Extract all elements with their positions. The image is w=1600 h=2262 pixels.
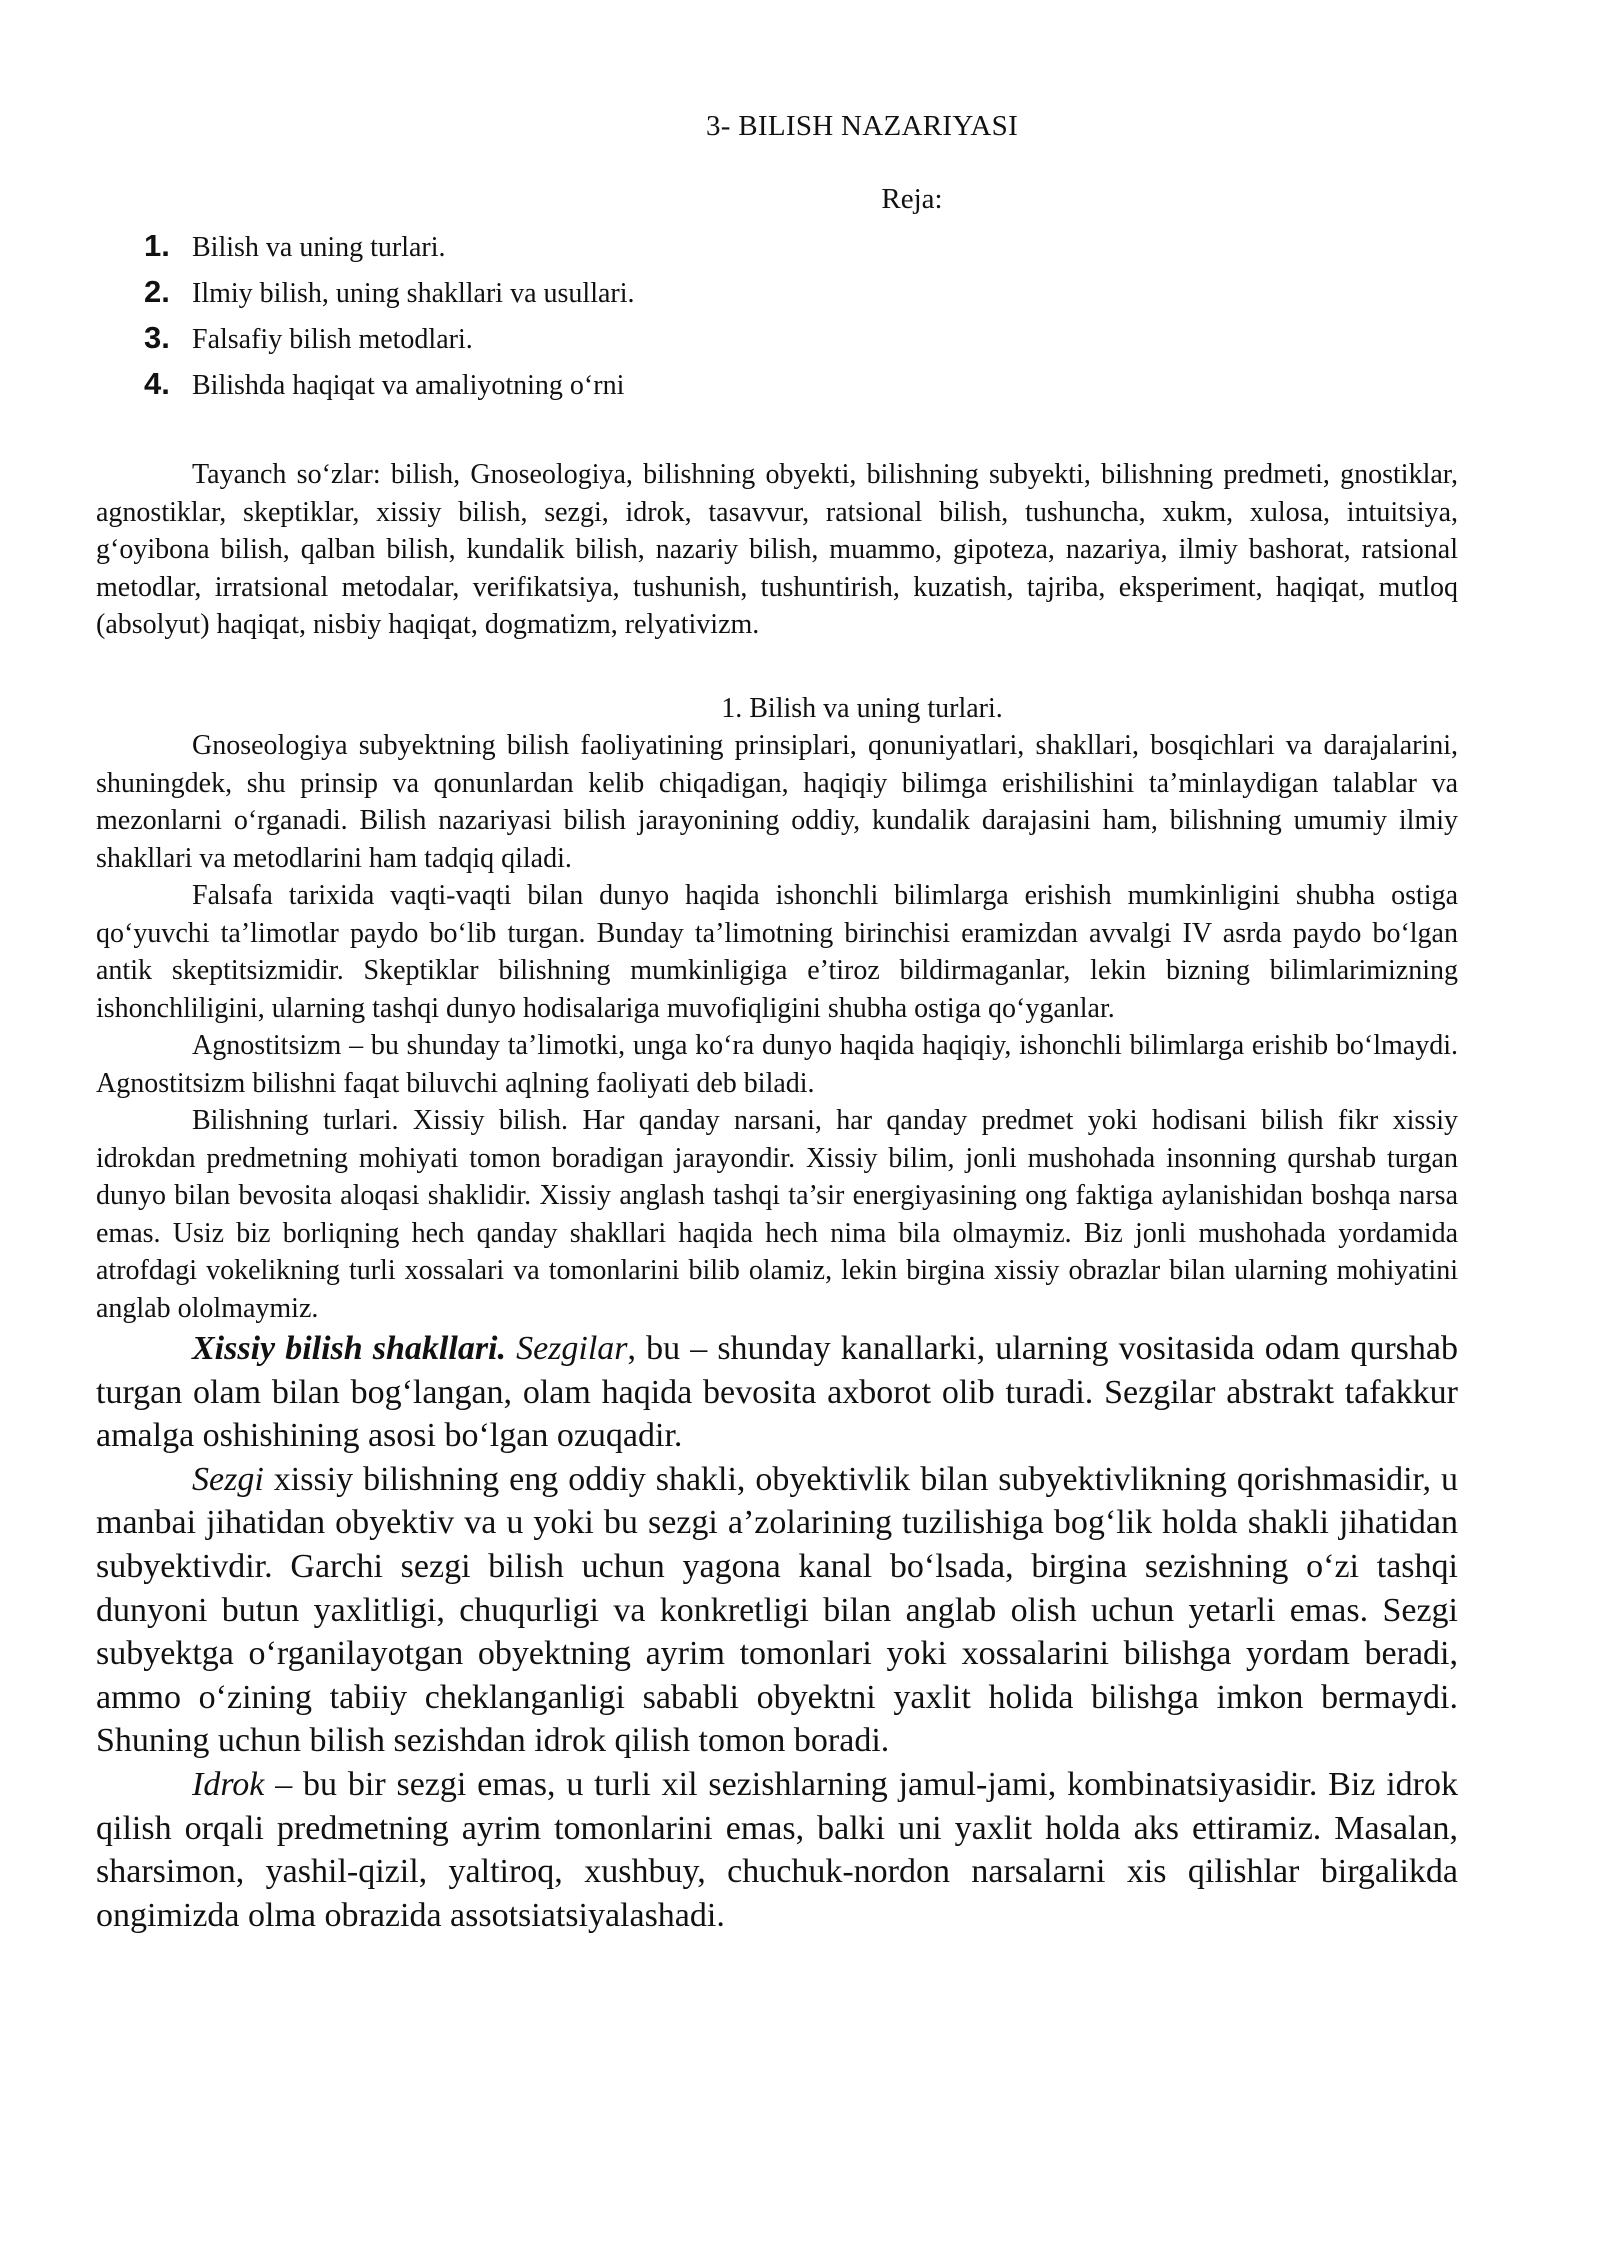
section-heading: 1. Bilish va uning turlari. <box>721 692 1003 724</box>
plan-item-text: Bilish va uning turlari. <box>192 232 446 263</box>
paragraph-text: , bu – shunday kanallarki, ularning vositasida odam qurshab turgan olam bilan bog‘langan, olam haqida bevosita axborot olib turadi. Sezgilar abstrakt tafakkur amalga oshishining asosi bo‘lgan ozuqadir. <box>96 1330 1458 1455</box>
subheading: Xissiy bilish shakllari. <box>192 1330 506 1367</box>
keywords-block <box>96 456 1458 644</box>
plan-item-text: Ilmiy bilish, uning shakllari va usullari. <box>192 278 635 309</box>
paragraph: Bilishning turlari. Xissiy bilish. Har qanday narsani, har qanday predmet yoki hodisani bilish fikr xissiy idrokdan predmetning mohiyati tomon boradigan jarayondir. Xissiy bilim, jonli mushohada insonning qurshab turgan dunyo bilan bevosita aloqasi shaklidir. Xissiy anglash tashqi ta’sir energiyasining ong faktiga aylanishidan boshqa narsa emas. Usiz biz borliqning hech qanday shakllari haqida hech nima bila olmaymiz. Biz jonli mushohada yordamida atrofdagi vokelikning turli xossalari va tomonlarini bilib olamiz, lekin birgina xissiy obrazlar bilan ularning mohiyatini anglab ololmaymiz. <box>96 1105 1458 1324</box>
plan-item <box>144 316 1458 362</box>
paragraph-text: xissiy bilishning eng oddiy shakli, obyektivlik bilan subyektivlikning qorishmasidir, u manbai jihatidan obyektiv va u yoki bu sezgi a’zolarining tuzilishiga bog‘lik holda shakli jihatidan subyektivdir. Garchi sezgi bilish uchun yagona kanal bo‘lsada, birgina sezishning o‘zi tashqi dunyoni butun yaxlitligi, chuqurligi va konkretligi bilan anglab olish uchun yetarli emas. Sezgi subyektga o‘rganilayotgan obyektning ayrim tomonlari yoki xossalarini bilishga yordam beradi, ammo o‘zining tabiiy cheklanganligi sababli obyektni yaxlit holida bilishga imkon bermaydi. Shuning uchun bilish sezishdan idrok qilish tomon boradi. <box>96 1460 1458 1760</box>
plan-item-number: 1. <box>144 228 170 263</box>
plan-item <box>144 224 1458 270</box>
section-body-large <box>96 1327 1458 1937</box>
paragraph: Agnostitsizm – bu shunday ta’limotki, unga ko‘ra dunyo haqida haqiqiy, ishonchli bilimlarga erishib bo‘lmaydi. Agnostitsizm bilishni faqat biluvchi aqlning faoliyati deb biladi. <box>96 1030 1458 1099</box>
section-body-small <box>96 727 1458 1327</box>
term: Sezgilar <box>516 1330 628 1367</box>
paragraph <box>96 1327 1458 1458</box>
paragraph: Gnoseologiya subyektning bilish faoliyatining prinsiplari, qonuniyatlari, shakllari, bosqichlari va darajalarini, shuningdek, shu prinsip va qonunlardan kelib chiqadigan, haqiqiy bilimga erishilishini ta’minlaydigan talablar va mezonlarni o‘rganadi. Bilish nazariyasi bilish jarayonining oddiy, kundalik darajasini ham, bilishning umumiy ilmiy shakllari va metodlarini ham tadqiq qiladi. <box>96 730 1458 874</box>
plan-item <box>144 270 1458 316</box>
paragraph: Falsafa tarixida vaqti-vaqti bilan dunyo haqida ishonchli bilimlarga erishish mumkinligini shubha ostiga qo‘yuvchi ta’limotlar paydo bo‘lib turgan. Bunday ta’limotning birinchisi eramizdan avvalgi IV asrda paydo bo‘lgan antik skeptitsizmidir. Skeptiklar bilishning mumkinligiga e’tiroz bildirmaganlar, lekin bizning bilimlarimizning ishonchliligini, ularning tashqi dunyo hodisalariga muvofiqligini shubha ostiga qo‘yganlar. <box>96 880 1458 1024</box>
plan-item <box>144 362 1458 408</box>
page-title: 3- BILISH NAZARIYASI <box>705 110 1019 142</box>
term: Idrok <box>192 1765 265 1803</box>
plan-label: Reja: <box>881 183 943 215</box>
plan-item-text: Falsafiy bilish metodlari. <box>192 324 473 355</box>
plan-item-number: 3. <box>144 320 170 355</box>
document-page <box>96 110 1458 1937</box>
plan-item-text: Bilishda haqiqat va amaliyotning o‘rni <box>192 370 625 401</box>
plan-item-number: 4. <box>144 366 170 401</box>
paragraph <box>96 1763 1458 1937</box>
keywords-paragraph: Tayanch so‘zlar: bilish, Gnoseologiya, bilishning obyekti, bilishning subyekti, bilishning predmeti, gnostiklar, agnostiklar, skeptiklar, xissiy bilish, sezgi, idrok, tasavvur, ratsional bilish, tushuncha, xukm, xulosa, intuitsiya, g‘oyibona bilish, qalban bilish, kundalik bilish, nazariy bilish, muammo, gipoteza, nazariya, ilmiy bashorat, ratsional metodlar, irratsional metodalar, verifikatsiya, tushunish, tushuntirish, kuzatish, tajriba, eksperiment, haqiqat, mutloq (absolyut) haqiqat, nisbiy haqiqat, dogmatizm, relyativizm. <box>96 459 1458 640</box>
plan-list <box>96 224 1458 408</box>
plan-item-number: 2. <box>144 274 170 309</box>
paragraph-text: – bu bir sezgi emas, u turli xil sezishlarning jamul-jami, kombinatsiyasidir. Biz idrok qilish orqali predmetning ayrim tomonlarini emas, balki uni yaxlit holda aks ettiramiz. Masalan, sharsimon, yashil-qizil, yaltiroq, xushbuy, chuchuk-nordon narsalarni xis qilishlar birgalikda ongimizda olma obrazida assotsiatsiyalashadi. <box>96 1765 1458 1934</box>
term: Sezgi <box>192 1460 264 1498</box>
paragraph <box>96 1458 1458 1763</box>
